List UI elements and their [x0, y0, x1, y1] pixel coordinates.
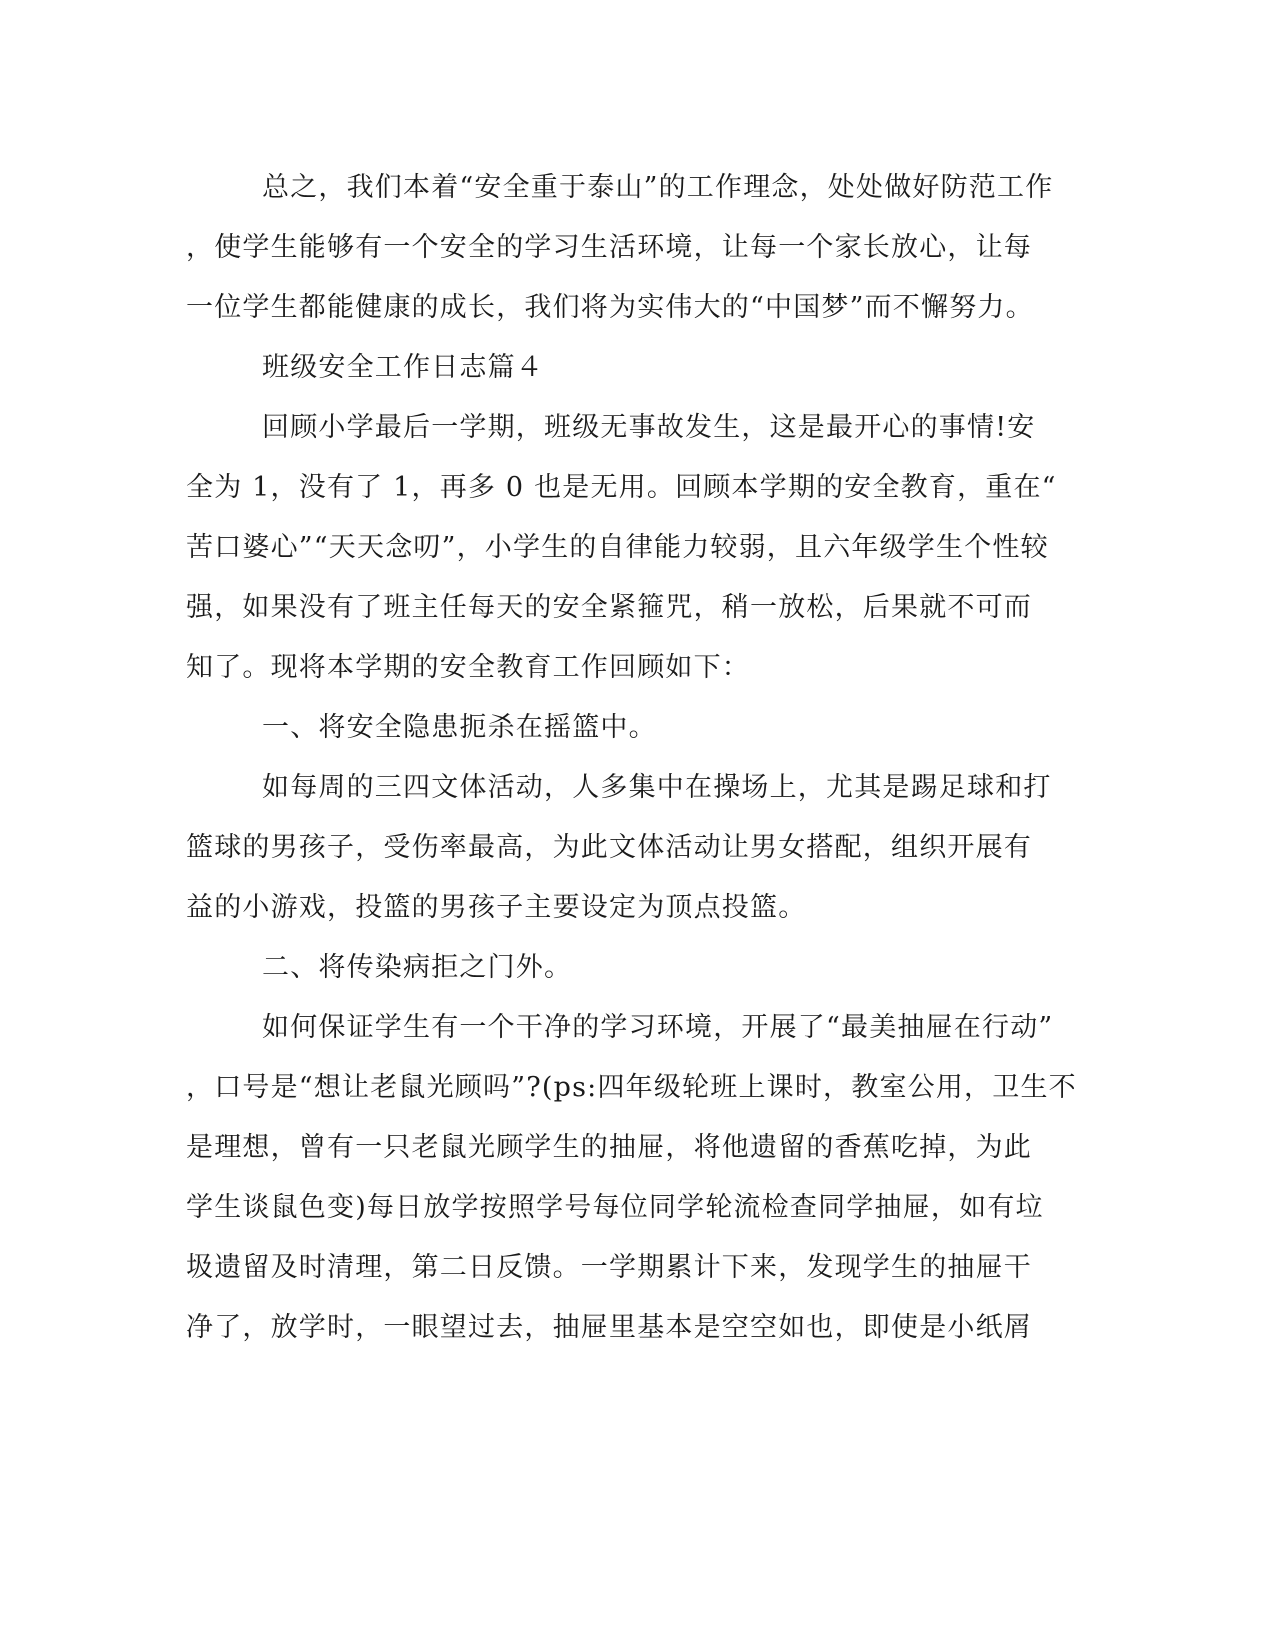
text-line: 净了，放学时，一眼望过去，抽屉里基本是空空如也，即使是小纸屑 [186, 1312, 1032, 1343]
text-line: 学生谈鼠色变)每日放学按照学号每位同学轮流检查同学抽屉，如有垃 [186, 1192, 1044, 1223]
text-line: 总之，我们本着“安全重于泰山”的工作理念，处处做好防范工作 [262, 172, 1054, 203]
text-line: ，口号是“想让老鼠光顾吗”?(ps:四年级轮班上课时，教室公用，卫生不 [186, 1072, 1077, 1103]
text-line: 如何保证学生有一个干净的学习环境，开展了“最美抽屉在行动” [262, 1012, 1054, 1043]
text-line: 圾遗留及时清理，第二日反馈。一学期累计下来，发现学生的抽屉干 [186, 1252, 1032, 1283]
subheading: 一、将安全隐患扼杀在摇篮中。 [262, 712, 657, 743]
text-line: 如每周的三四文体活动，人多集中在操场上，尤其是踢足球和打 [262, 772, 1052, 803]
text-line: 全为 1，没有了 1，再多 0 也是无用。回顾本学期的安全教育，重在“ [186, 472, 1057, 503]
text-line: 回顾小学最后一学期，班级无事故发生，这是最开心的事情!安 [262, 412, 1036, 443]
document-body [186, 158, 1076, 1358]
section-heading: 班级安全工作日志篇４ [262, 352, 544, 383]
text-line: 篮球的男孩子，受伤率最高，为此文体活动让男女搭配，组织开展有 [186, 832, 1032, 863]
text-line: 强，如果没有了班主任每天的安全紧箍咒，稍一放松，后果就不可而 [186, 592, 1032, 623]
text-line: 益的小游戏，投篮的男孩子主要设定为顶点投篮。 [186, 892, 807, 923]
text-line: ，使学生能够有一个安全的学习生活环境，让每一个家长放心，让每 [186, 232, 1032, 263]
text-line: 知了。现将本学期的安全教育工作回顾如下： [186, 652, 750, 683]
subheading: 二、将传染病拒之门外。 [262, 952, 573, 983]
text-line: 一位学生都能健康的成长，我们将为实伟大的“中国梦”而不懈努力。 [186, 292, 1034, 323]
text-line: 是理想，曾有一只老鼠光顾学生的抽屉，将他遗留的香蕉吃掉，为此 [186, 1132, 1032, 1163]
text-line: 苦口婆心”“天天念叨”，小学生的自律能力较弱，且六年级学生个性较 [186, 532, 1049, 563]
